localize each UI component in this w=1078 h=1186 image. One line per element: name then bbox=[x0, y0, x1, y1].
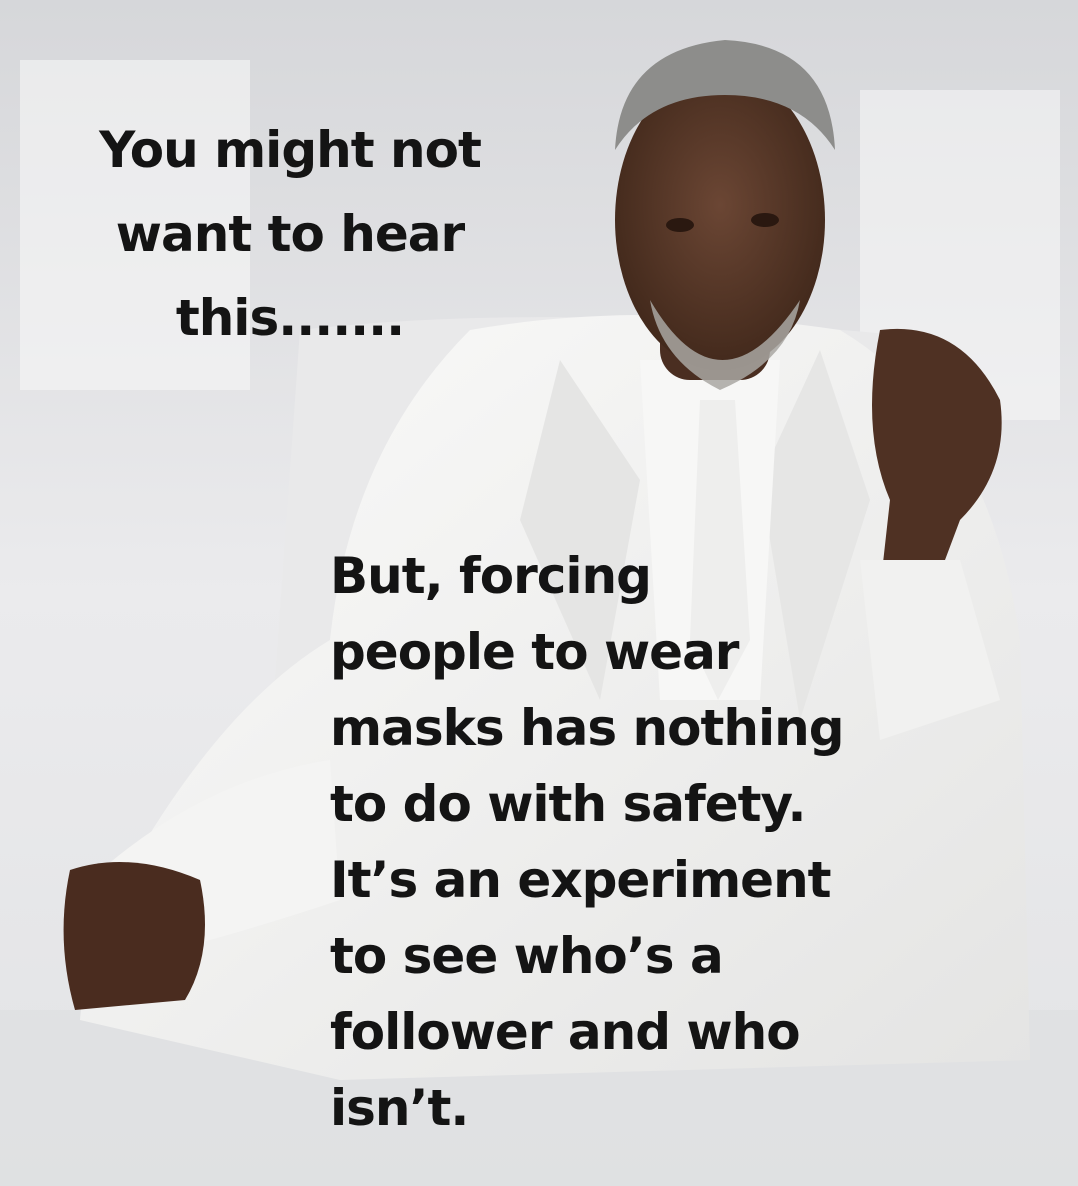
resting-hand bbox=[64, 862, 205, 1010]
caption-top: You might not want to hear this....... bbox=[99, 121, 481, 347]
caption-bottom: But, forcing people to wear masks has nothing to do with safety. It’s an experiment to see who’s a follower and who isn’t. bbox=[330, 547, 844, 1137]
eye-right bbox=[751, 213, 779, 227]
eye-left bbox=[666, 218, 694, 232]
